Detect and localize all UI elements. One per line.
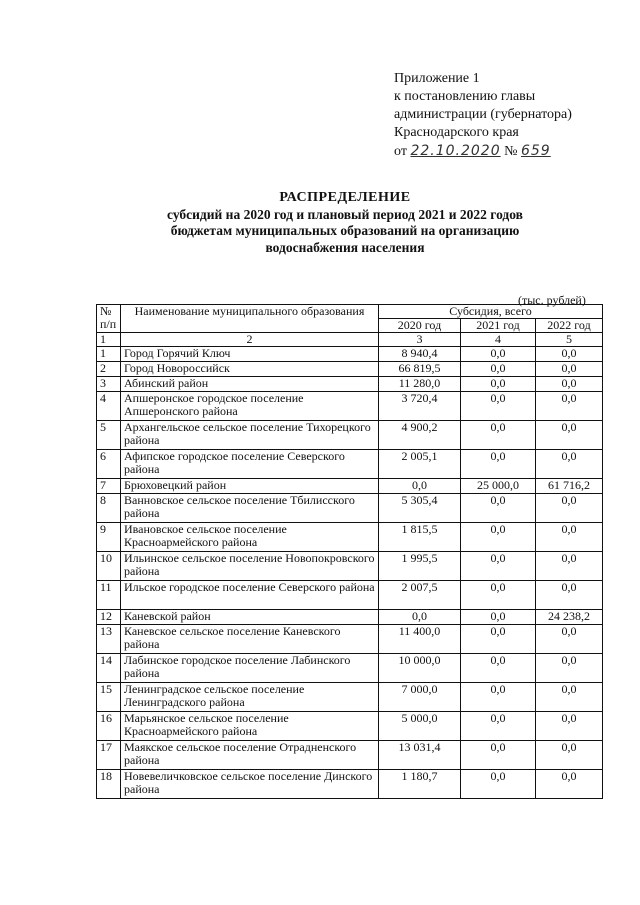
table-row — [97, 654, 603, 683]
row-number: 14 — [97, 654, 121, 683]
table-row — [97, 770, 603, 799]
value-2022: 0,0 — [536, 625, 603, 654]
value-2021: 0,0 — [461, 770, 536, 799]
row-number: 8 — [97, 494, 121, 523]
value-2021: 0,0 — [461, 377, 536, 392]
table-row — [97, 741, 603, 770]
header-2021: 2021 год — [461, 319, 536, 333]
value-2022: 24 238,2 — [536, 610, 603, 625]
value-2022: 0,0 — [536, 712, 603, 741]
header-subsidy: Субсидия, всего — [379, 305, 603, 319]
appendix-date-line — [394, 142, 614, 161]
municipality-name: Марьянское сельское поселение Красноармейского района — [121, 712, 379, 741]
row-number: 16 — [97, 712, 121, 741]
appendix-block — [394, 70, 614, 161]
row-number: 5 — [97, 421, 121, 450]
value-2022: 0,0 — [536, 770, 603, 799]
value-2021: 0,0 — [461, 683, 536, 712]
value-2021: 0,0 — [461, 712, 536, 741]
document-title — [90, 190, 600, 256]
value-2022: 0,0 — [536, 494, 603, 523]
municipality-name: Афипское городское поселение Северского района — [121, 450, 379, 479]
value-2020: 66 819,5 — [379, 362, 461, 377]
index-cell: 1 — [97, 333, 121, 347]
municipality-name: Архангельское сельское поселение Тихорецкого района — [121, 421, 379, 450]
row-number: 4 — [97, 392, 121, 421]
municipality-name: Апшеронское городское поселение Апшеронского района — [121, 392, 379, 421]
row-number: 11 — [97, 581, 121, 610]
table-row — [97, 421, 603, 450]
row-number: 7 — [97, 479, 121, 494]
value-2022: 0,0 — [536, 392, 603, 421]
header-num: № п/п — [97, 305, 121, 333]
value-2020: 5 305,4 — [379, 494, 461, 523]
row-number: 3 — [97, 377, 121, 392]
title-line-3: водоснабжения населения — [265, 239, 425, 255]
value-2020: 4 900,2 — [379, 421, 461, 450]
municipality-name: Город Новороссийск — [121, 362, 379, 377]
row-number: 2 — [97, 362, 121, 377]
value-2020: 0,0 — [379, 610, 461, 625]
appendix-line-2: к постановлению главы — [394, 89, 536, 104]
municipality-name: Каневской район — [121, 610, 379, 625]
row-number: 1 — [97, 347, 121, 362]
municipality-name: Ванновское сельское поселение Тбилисского района — [121, 494, 379, 523]
value-2020: 2 007,5 — [379, 581, 461, 610]
number-prefix: № — [504, 144, 518, 159]
municipality-name: Лабинское городское поселение Лабинского района — [121, 654, 379, 683]
value-2021: 25 000,0 — [461, 479, 536, 494]
title-main: РАСПРЕДЕЛЕНИЕ — [279, 190, 411, 205]
value-2020: 5 000,0 — [379, 712, 461, 741]
row-number: 17 — [97, 741, 121, 770]
decree-number: 659 — [520, 143, 551, 159]
municipality-name: Ленинградское сельское поселение Ленинградского района — [121, 683, 379, 712]
value-2022: 0,0 — [536, 683, 603, 712]
header-2022: 2022 год — [536, 319, 603, 333]
decree-date: 22.10.2020 — [410, 143, 501, 159]
value-2020: 11 400,0 — [379, 625, 461, 654]
date-prefix: от — [394, 144, 407, 159]
value-2021: 0,0 — [461, 347, 536, 362]
value-2022: 0,0 — [536, 552, 603, 581]
value-2020: 8 940,4 — [379, 347, 461, 362]
table-row — [97, 450, 603, 479]
table-row — [97, 625, 603, 654]
municipality-name: Брюховецкий район — [121, 479, 379, 494]
table-row — [97, 494, 603, 523]
municipality-name: Ильское городское поселение Северского района — [121, 581, 379, 610]
municipality-name: Ивановское сельское поселение Красноармейского района — [121, 523, 379, 552]
table-row — [97, 552, 603, 581]
municipality-name: Новевеличковское сельское поселение Динского района — [121, 770, 379, 799]
value-2021: 0,0 — [461, 654, 536, 683]
row-number: 13 — [97, 625, 121, 654]
value-2020: 1 995,5 — [379, 552, 461, 581]
value-2022: 0,0 — [536, 523, 603, 552]
table-row — [97, 523, 603, 552]
value-2021: 0,0 — [461, 450, 536, 479]
index-row — [97, 333, 603, 347]
value-2022: 0,0 — [536, 347, 603, 362]
value-2021: 0,0 — [461, 625, 536, 654]
row-number: 12 — [97, 610, 121, 625]
appendix-line-1: Приложение 1 — [394, 71, 480, 86]
table-row — [97, 683, 603, 712]
municipality-name: Абинский район — [121, 377, 379, 392]
appendix-line-3: администрации (губернатора) — [394, 107, 572, 122]
header-name: Наименование муниципального образования — [121, 305, 379, 333]
table-row — [97, 610, 603, 625]
value-2021: 0,0 — [461, 362, 536, 377]
municipality-name: Город Горячий Ключ — [121, 347, 379, 362]
row-number: 9 — [97, 523, 121, 552]
value-2022: 0,0 — [536, 377, 603, 392]
header-2020: 2020 год — [379, 319, 461, 333]
value-2020: 7 000,0 — [379, 683, 461, 712]
index-cell: 5 — [536, 333, 603, 347]
value-2022: 0,0 — [536, 421, 603, 450]
value-2022: 61 716,2 — [536, 479, 603, 494]
appendix-line-4: Краснодарского края — [394, 125, 519, 140]
row-number: 15 — [97, 683, 121, 712]
value-2022: 0,0 — [536, 450, 603, 479]
value-2020: 1 180,7 — [379, 770, 461, 799]
value-2020: 11 280,0 — [379, 377, 461, 392]
table-row — [97, 581, 603, 610]
table-row — [97, 479, 603, 494]
row-number: 10 — [97, 552, 121, 581]
value-2022: 0,0 — [536, 362, 603, 377]
row-number: 18 — [97, 770, 121, 799]
index-cell: 2 — [121, 333, 379, 347]
value-2021: 0,0 — [461, 494, 536, 523]
units-note: (тыс. рублей) — [518, 293, 586, 307]
value-2021: 0,0 — [461, 392, 536, 421]
municipality-name: Ильинское сельское поселение Новопокровского района — [121, 552, 379, 581]
value-2021: 0,0 — [461, 741, 536, 770]
index-cell: 3 — [379, 333, 461, 347]
value-2020: 0,0 — [379, 479, 461, 494]
index-cell: 4 — [461, 333, 536, 347]
value-2021: 0,0 — [461, 552, 536, 581]
value-2021: 0,0 — [461, 421, 536, 450]
title-line-2: бюджетам муниципальных образований на организацию — [170, 223, 520, 238]
value-2020: 1 815,5 — [379, 523, 461, 552]
value-2020: 10 000,0 — [379, 654, 461, 683]
table-row — [97, 377, 603, 392]
table-row — [97, 347, 603, 362]
subsidy-table — [96, 304, 603, 799]
row-number: 6 — [97, 450, 121, 479]
value-2022: 0,0 — [536, 654, 603, 683]
value-2020: 2 005,1 — [379, 450, 461, 479]
municipality-name: Маякское сельское поселение Отрадненского района — [121, 741, 379, 770]
value-2022: 0,0 — [536, 581, 603, 610]
title-line-1: субсидий на 2020 год и плановый период 2021 и 2022 годов — [167, 206, 523, 222]
value-2021: 0,0 — [461, 581, 536, 610]
value-2021: 0,0 — [461, 523, 536, 552]
value-2022: 0,0 — [536, 741, 603, 770]
value-2020: 3 720,4 — [379, 392, 461, 421]
value-2020: 13 031,4 — [379, 741, 461, 770]
municipality-name: Каневское сельское поселение Каневского района — [121, 625, 379, 654]
table-header-row — [97, 305, 603, 319]
table-row — [97, 392, 603, 421]
value-2021: 0,0 — [461, 610, 536, 625]
table-row — [97, 712, 603, 741]
table-row — [97, 362, 603, 377]
